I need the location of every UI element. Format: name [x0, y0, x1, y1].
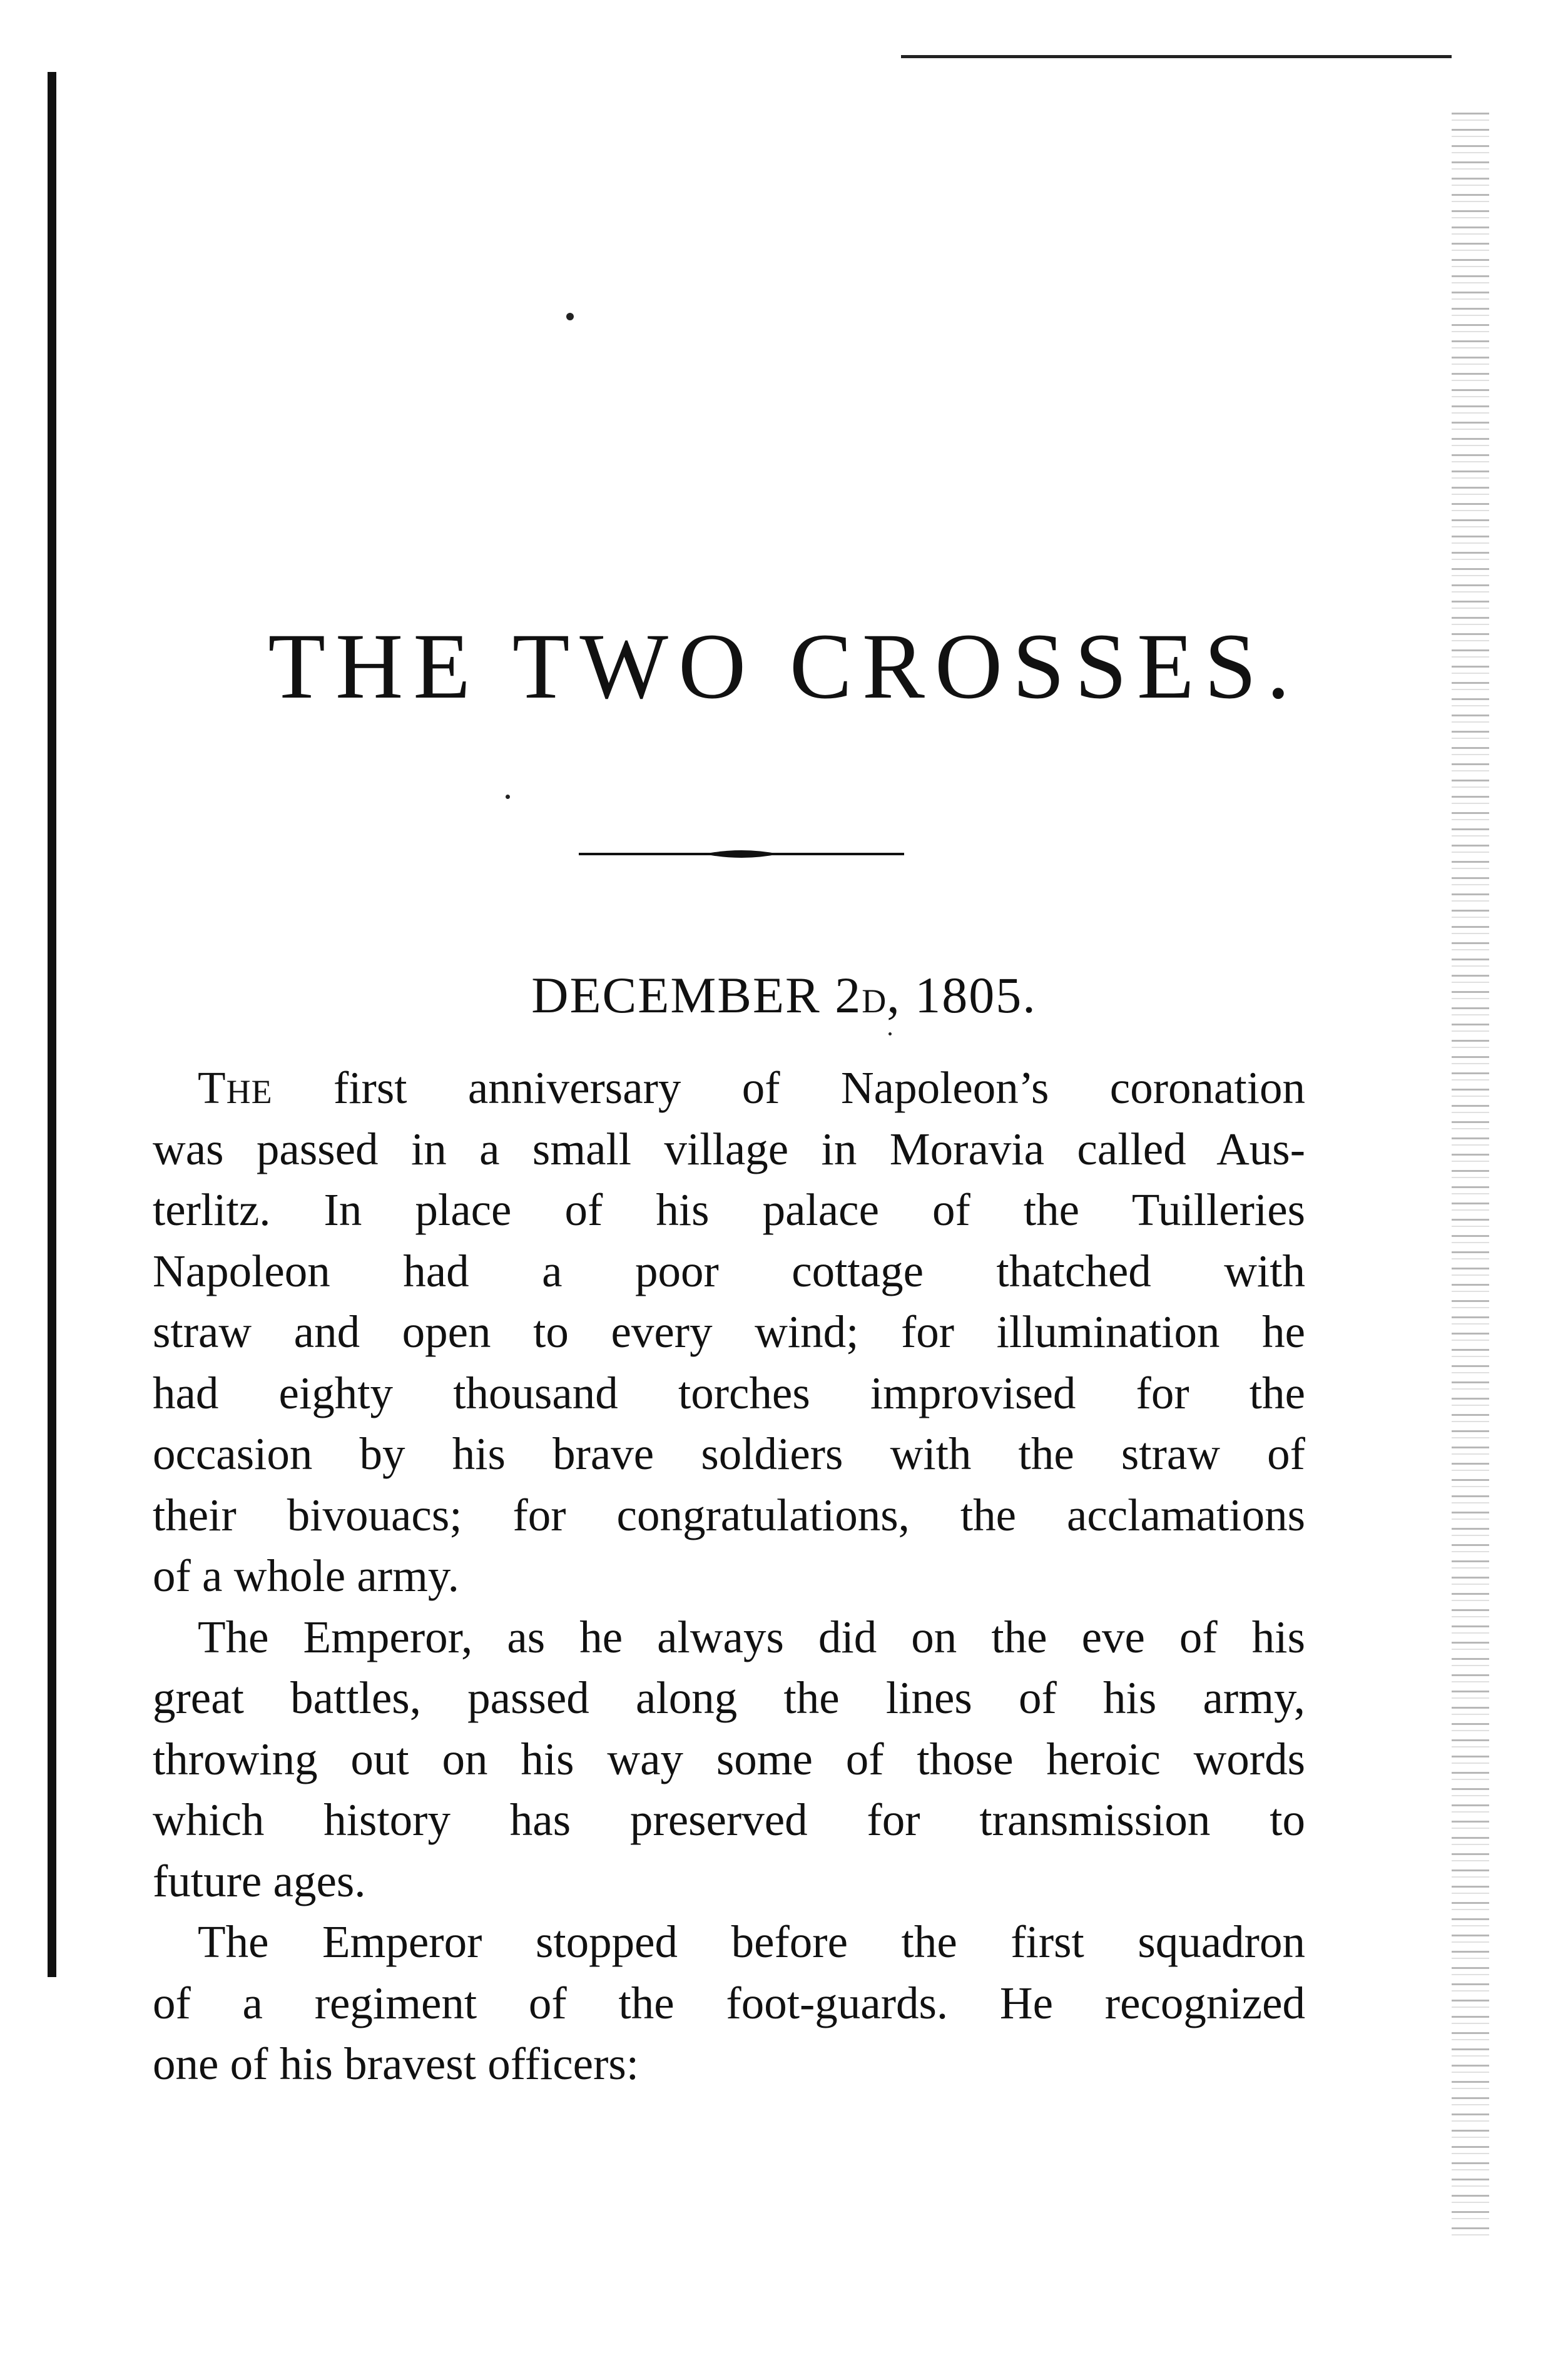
text-line	[153, 1179, 1305, 1241]
dateline	[0, 967, 1568, 1024]
line-text: of a whole army.	[153, 1550, 459, 1601]
text-line	[153, 1911, 1305, 1973]
text-line	[153, 1667, 1305, 1729]
text-line	[153, 1973, 1305, 2034]
binding-shadow	[48, 72, 56, 1977]
line-text: their bivouacs; for congratulations, the acclamations	[153, 1489, 1305, 1540]
speck	[506, 795, 510, 799]
line-text: of a regiment of the foot-guards. He recognized	[153, 1977, 1305, 2028]
text-line	[153, 1119, 1305, 1180]
paragraph	[153, 1911, 1305, 2095]
text-line	[153, 1789, 1305, 1851]
dateline-day-number: 2	[835, 967, 862, 1024]
ornamental-divider	[579, 845, 904, 863]
speck	[888, 1032, 892, 1035]
line-text: great battles, passed along the lines of his army,	[153, 1672, 1305, 1723]
line-text: one of his bravest officers:	[153, 2038, 639, 2089]
lead-word: THE	[198, 1062, 273, 1113]
speck	[566, 313, 574, 320]
text-line	[153, 1301, 1305, 1363]
text-line	[153, 1485, 1305, 1546]
text-line	[153, 2033, 1305, 2095]
paragraph	[153, 1057, 1305, 1607]
body-text	[153, 1057, 1305, 2095]
dateline-month: DECEMBER	[531, 967, 821, 1024]
line-text: throwing out on his way some of those heroic words	[153, 1733, 1305, 1784]
chapter-title: THE TWO CROSSES.	[268, 614, 1300, 718]
line-text: The Emperor stopped before the first squadron	[198, 1916, 1305, 1967]
line-text: future ages.	[153, 1855, 366, 1906]
text-line	[153, 1851, 1305, 1912]
line-text: had eighty thousand torches improvised for the	[153, 1367, 1305, 1418]
line-text: occasion by his brave soldiers with the straw of	[153, 1428, 1305, 1479]
line-text: straw and open to every wind; for illumination he	[153, 1306, 1305, 1357]
dateline-day-suffix: D	[862, 982, 887, 1020]
line-text: which history has preserved for transmission to	[153, 1794, 1305, 1845]
line-text: first anniversary of Napoleon’s coronation	[272, 1062, 1305, 1113]
text-line	[153, 1607, 1305, 1668]
top-rule	[901, 55, 1452, 58]
line-text: terlitz. In place of his palace of the Tuilleries	[153, 1184, 1305, 1235]
page-edge-speckle	[1452, 113, 1489, 2240]
text-line	[153, 1057, 1305, 1119]
paragraph	[153, 1607, 1305, 1912]
text-line	[153, 1729, 1305, 1790]
text-line	[153, 1423, 1305, 1485]
line-text: was passed in a small village in Moravia called Aus-	[153, 1123, 1305, 1174]
dateline-year: , 1805.	[887, 967, 1037, 1024]
text-line	[153, 1545, 1305, 1607]
line-text: The Emperor, as he always did on the eve of his	[198, 1611, 1305, 1662]
line-text: Napoleon had a poor cottage thatched with	[153, 1245, 1305, 1296]
text-line	[153, 1363, 1305, 1424]
text-line	[153, 1241, 1305, 1302]
